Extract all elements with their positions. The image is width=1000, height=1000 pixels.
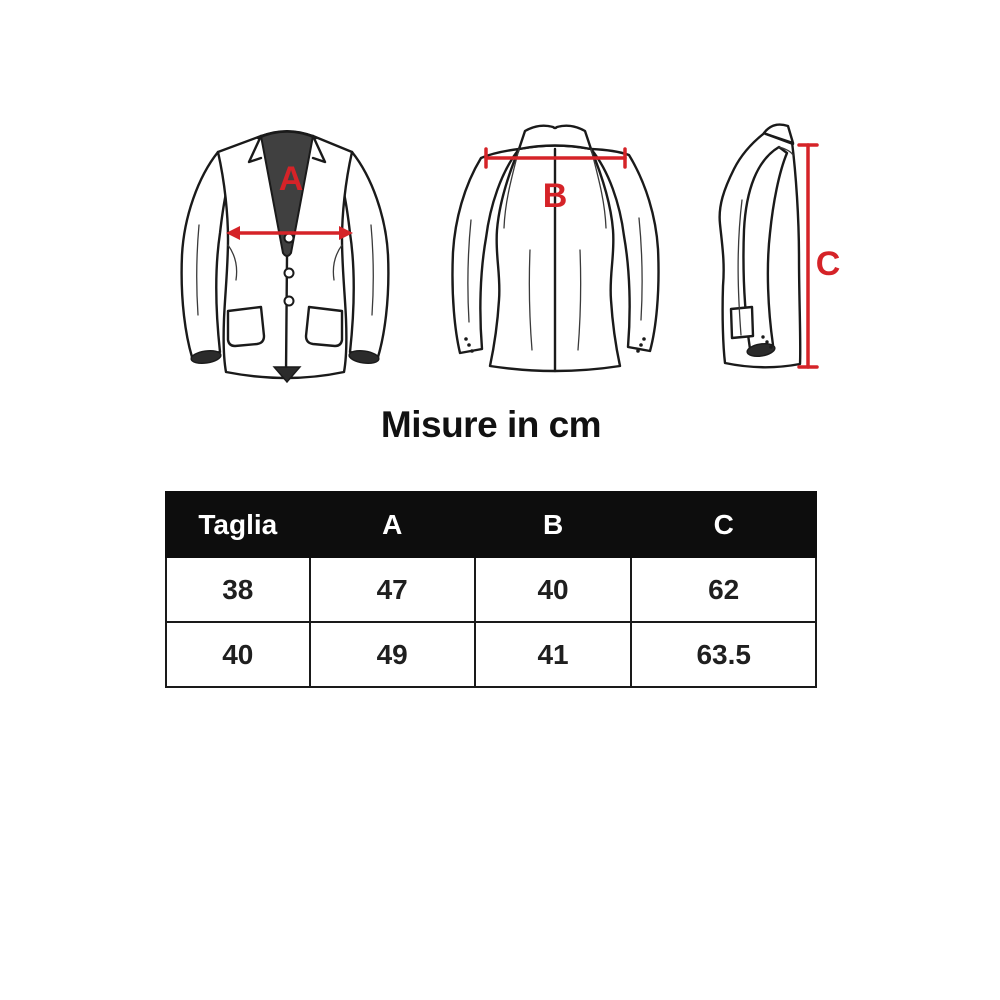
jacket-back-view-illustration [435,100,705,390]
cell-measure-c: 62 [631,557,816,622]
jacket-front-view-illustration [165,105,405,395]
cell-measure-a: 47 [310,557,475,622]
front-button-2 [285,269,294,278]
back-collar [519,126,591,149]
cell-measure-c: 63.5 [631,622,816,687]
front-button-1 [285,234,294,243]
table-header-taglia: Taglia [166,492,310,557]
table-header-a: A [310,492,475,557]
measure-label-a: A [278,160,304,198]
measure-label-b: B [542,177,568,215]
size-table-header-row [166,492,816,557]
measure-label-c: C [815,245,841,283]
front-button-3 [285,297,294,306]
cell-measure-a: 49 [310,622,475,687]
table-header-b: B [475,492,632,557]
size-table-row-38 [166,557,816,622]
cell-measure-b: 41 [475,622,632,687]
front-right-pocket [306,307,342,346]
cell-measure-b: 40 [475,557,632,622]
size-table [165,491,817,688]
front-left-pocket [228,307,264,346]
cell-size: 38 [166,557,310,622]
side-pocket [731,307,753,338]
cell-size: 40 [166,622,310,687]
page-title: Misure in cm [380,404,602,445]
table-header-c: C [631,492,816,557]
size-table-row-40 [166,622,816,687]
